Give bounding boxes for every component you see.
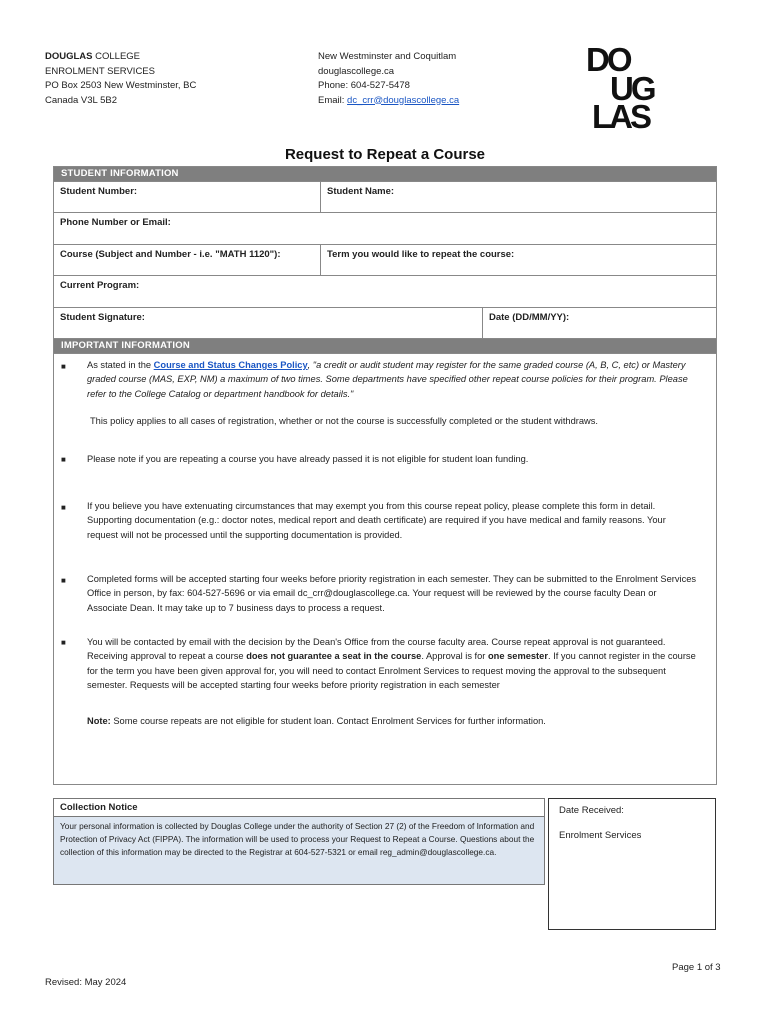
student-number-field[interactable] bbox=[54, 182, 320, 212]
term-field[interactable] bbox=[320, 245, 716, 275]
decision-bold-1: does not guarantee a seat in the course bbox=[246, 651, 422, 662]
extenuating-paragraph: If you believe you have extenuating circumstances that may exempt you from this course repeat policy, please complete this form in detail. Supporting documentation (e.g.: doctor notes, medical report and death certificate) are required if you have medical and family reasons. Your request will not be processed until the supporting documentation is provided. bbox=[87, 501, 666, 540]
logo-line-2: UG bbox=[610, 70, 654, 107]
campus-text: New Westminster and Coquitlam bbox=[318, 51, 457, 62]
student-name-label: Student Name: bbox=[327, 186, 395, 197]
bullet-5: ■ bbox=[61, 638, 66, 647]
college-address-block bbox=[45, 50, 196, 108]
revised-date: Revised: May 2024 bbox=[45, 977, 127, 988]
date-field[interactable] bbox=[482, 308, 716, 338]
page-number: Page 1 of 3 bbox=[672, 962, 721, 973]
student-number-label: Student Number: bbox=[60, 186, 138, 197]
org-name-rest: COLLEGE bbox=[92, 51, 141, 62]
policy-applies-text: This policy applies to all cases of registration, whether or not the course is successfully completed or the student withdraws. bbox=[90, 416, 598, 426]
policy-quote: , "a credit or audit student may register for the same graded course (A, B, C, etc) or Mastery graded course (MAS, EXP, NM) a maximum of two times. Some departments have specified other repeat course policies for their program. Please refer to the College Catalog or department handbook for details." bbox=[87, 360, 688, 399]
course-label: Course (Subject and Number - i.e. "MATH 1120"): bbox=[60, 249, 281, 260]
address-line-2: Canada V3L 5B2 bbox=[45, 94, 118, 106]
logo-line-3: LAS bbox=[592, 98, 649, 130]
bullet-2: ■ bbox=[61, 455, 66, 464]
email-label: Email: bbox=[318, 94, 348, 106]
student-name-field[interactable] bbox=[320, 182, 716, 212]
date-label: Date (DD/MM/YY): bbox=[489, 312, 570, 323]
student-signature-field[interactable] bbox=[54, 308, 482, 338]
collection-notice-title: Collection Notice bbox=[54, 799, 544, 817]
term-label: Term you would like to repeat the course: bbox=[327, 249, 515, 260]
submission-paragraph: Completed forms will be accepted starting four weeks before priority registration in each semester. They can be submitted to the Enrolment Services Office in person, by fax: 604-527-5696 or via email dc_crr@douglascollege.ca. Your request will be reviewed by the course faculty Dean or Associate Dean. It may take up to 7 business days to process a request. bbox=[87, 574, 697, 613]
policy-prefix: As stated in the bbox=[87, 360, 154, 370]
policy-paragraph bbox=[87, 358, 697, 401]
current-program-field[interactable] bbox=[54, 276, 716, 307]
student-signature-label: Student Signature: bbox=[60, 312, 145, 323]
collection-notice-body: Your personal information is collected by Douglas College under the authority of Section 27 (2) of the Freedom of Information and Protection of Privacy Act (FIPPA). The information will be used to process your Request to Repeat a Course. Questions about the collection of this information may be directed to the Registrar at 604-527-5321 or email reg_admin@douglascollege.ca. bbox=[60, 821, 535, 858]
decision-text-b: . Approval is for bbox=[421, 651, 488, 662]
bullet-3: ■ bbox=[61, 503, 66, 512]
note-text: Some course repeats are not eligible for student loan. Contact Enrolment Services for further information. bbox=[110, 716, 546, 726]
form-title: Request to Repeat a Course bbox=[284, 146, 486, 163]
logo-line-1: DO bbox=[586, 44, 630, 78]
date-received-label: Date Received: bbox=[559, 805, 624, 816]
course-field[interactable] bbox=[54, 245, 320, 275]
collection-notice-box bbox=[53, 798, 545, 885]
decision-bold-2: one semester bbox=[488, 651, 548, 662]
bullet-1: ■ bbox=[61, 362, 66, 371]
email-link[interactable]: dc_crr@douglascollege.ca bbox=[347, 94, 460, 106]
phone-text: Phone: 604-527-5478 bbox=[318, 80, 410, 91]
douglas-college-logo bbox=[586, 44, 670, 130]
decision-text-c: . If you cannot register in the course for the term you have been given approval for, you will need to contact Enrolment Services to request moving the approval to the subsequent semester. Requests will be accepted starting four weeks before priority registration in each semester bbox=[87, 651, 696, 690]
note-paragraph bbox=[87, 714, 697, 728]
phone-email-label: Phone Number or Email: bbox=[60, 217, 171, 228]
office-use-box bbox=[548, 798, 716, 930]
note-label: Note: bbox=[87, 716, 111, 726]
request-form bbox=[53, 166, 717, 785]
address-line-1: PO Box 2503 New Westminster, BC bbox=[45, 80, 197, 91]
policy-link[interactable]: Course and Status Changes Policy bbox=[153, 360, 308, 370]
important-info-header: IMPORTANT INFORMATION bbox=[54, 338, 716, 353]
student-info-header: STUDENT INFORMATION bbox=[54, 167, 716, 181]
current-program-label: Current Program: bbox=[60, 280, 140, 291]
org-name-bold: DOUGLAS bbox=[45, 51, 93, 62]
website-text: douglascollege.ca bbox=[318, 65, 395, 77]
student-loan-paragraph: Please note if you are repeating a course you have already passed it is not eligible for student loan funding. bbox=[87, 454, 529, 464]
important-info-body bbox=[54, 353, 716, 784]
phone-email-field[interactable] bbox=[54, 213, 716, 244]
department-name: ENROLMENT SERVICES bbox=[45, 65, 155, 77]
office-dept-label: Enrolment Services bbox=[559, 830, 642, 841]
bullet-4: ■ bbox=[61, 576, 66, 585]
decision-paragraph bbox=[87, 635, 697, 692]
decision-text-a: You will be contacted by email with the decision by the Dean's Office from the course faculty area. Course repeat approval is not guaranteed. Receiving approval to repeat a course bbox=[87, 637, 666, 662]
contact-block bbox=[318, 50, 459, 108]
